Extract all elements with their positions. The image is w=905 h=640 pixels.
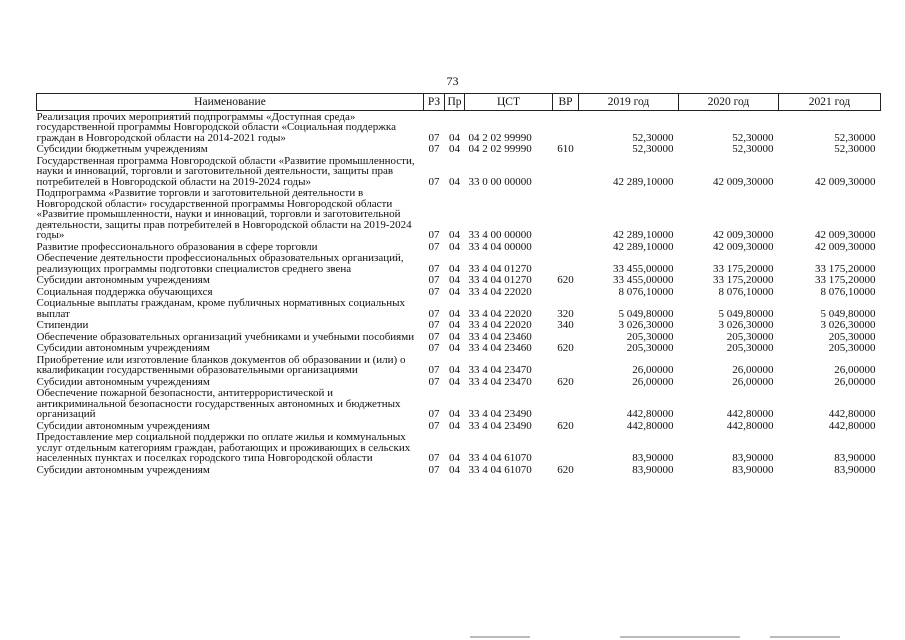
row-value-2019: 205,30000 — [626, 330, 674, 343]
row-value-2019: 26,00000 — [632, 375, 674, 388]
row-name: Обеспечение деятельности профессиональных образовательных организаций, реализующих программы подготовки специалистов среднего звена — [36, 252, 404, 275]
row-cst: 33 4 04 00000 — [468, 240, 532, 253]
table-row — [37, 388, 881, 421]
row-value-2021: 26,00000 — [834, 364, 876, 376]
row-value-2020: 83,90000 — [732, 452, 774, 464]
row-value-2020: 8 076,10000 — [718, 285, 774, 298]
table-row — [37, 144, 881, 156]
row-vr: 340 — [557, 319, 574, 331]
row-value-2020: 52,30000 — [732, 143, 774, 155]
table-row — [37, 298, 881, 320]
row-pr: 04 — [449, 419, 460, 432]
table-row — [37, 343, 881, 355]
row-value-2020: 42 009,30000 — [713, 240, 774, 253]
scan-artifact — [770, 636, 840, 638]
row-cst: 33 4 04 61070 — [468, 463, 532, 476]
row-rz: 07 — [428, 463, 440, 476]
row-name: Государственная программа Новгородской области «Развитие промышленности, науки и инноваций, торговли и заготовительной деятельности, защиты прав потребителей в Новгородской области на 2019-2024 годы» — [36, 154, 415, 188]
table-row — [37, 432, 881, 465]
table-row — [37, 155, 881, 188]
row-value-2019: 33 455,00000 — [613, 274, 674, 286]
row-value-2021: 42 009,30000 — [815, 240, 876, 253]
row-value-2020: 26,00000 — [732, 364, 774, 376]
row-rz: 07 — [428, 229, 440, 241]
row-value-2021: 26,00000 — [834, 375, 876, 388]
row-value-2020: 33 175,20000 — [713, 274, 774, 286]
budget-table — [36, 93, 881, 476]
row-value-2021: 83,90000 — [834, 463, 876, 476]
row-cst: 33 4 04 23490 — [468, 419, 532, 432]
row-vr: 620 — [557, 463, 574, 476]
row-pr: 04 — [449, 307, 460, 320]
header-2020: 2020 год — [679, 94, 779, 111]
row-cst: 33 4 04 23470 — [468, 375, 532, 388]
row-name: Социальные выплаты гражданам, кроме публичных нормативных социальных выплат — [36, 297, 405, 320]
row-pr: 04 — [449, 364, 460, 376]
row-rz: 07 — [428, 342, 440, 354]
row-value-2019: 33 455,00000 — [613, 262, 674, 275]
row-name: Развитие профессионального образования в сфере торговли — [36, 240, 318, 253]
row-vr — [553, 188, 579, 242]
row-cst: 33 0 00 00000 — [468, 175, 532, 188]
row-value-2021: 5 049,80000 — [820, 307, 876, 320]
row-vr: 610 — [557, 143, 574, 155]
row-value-2021: 33 175,20000 — [815, 274, 876, 286]
row-value-2019: 42 289,10000 — [613, 240, 674, 253]
row-rz: 07 — [428, 364, 440, 376]
row-name: Субсидии автономным учреждениям — [36, 419, 210, 432]
row-name: Предоставление мер социальной поддержки по оплате жилья и коммунальных услуг отдельным категориям граждан, работающих и проживающих в сельских населенных пунктах и поселках городского типа Новгородской области — [36, 431, 411, 464]
table-row — [37, 331, 881, 343]
row-value-2021: 33 175,20000 — [815, 262, 876, 275]
row-value-2021: 205,30000 — [828, 342, 876, 354]
row-cst: 33 4 04 01270 — [468, 274, 532, 286]
row-name: Субсидии автономным учреждениям — [36, 463, 210, 476]
row-vr — [553, 111, 579, 144]
row-rz: 07 — [428, 319, 440, 331]
row-value-2021: 442,80000 — [828, 408, 876, 420]
row-value-2020: 3 026,30000 — [718, 319, 774, 331]
row-value-2021: 83,90000 — [834, 452, 876, 464]
row-pr: 04 — [449, 131, 460, 144]
row-cst: 33 4 04 22020 — [468, 319, 532, 331]
row-value-2019: 83,90000 — [632, 452, 674, 464]
row-vr — [553, 388, 579, 421]
row-vr — [553, 354, 579, 376]
row-pr: 04 — [449, 408, 460, 420]
row-rz: 07 — [428, 375, 440, 388]
row-name: Обеспечение образовательных организаций учебниками и учебными пособиями — [36, 330, 415, 343]
header-rz: РЗ — [424, 94, 445, 111]
table-row — [37, 354, 881, 376]
row-pr: 04 — [449, 452, 460, 464]
row-rz: 07 — [428, 240, 440, 253]
row-pr: 04 — [449, 229, 460, 241]
row-value-2021: 42 009,30000 — [815, 175, 876, 188]
row-vr: 320 — [557, 307, 574, 320]
row-value-2020: 33 175,20000 — [713, 262, 774, 275]
row-cst: 33 4 04 22020 — [468, 285, 532, 298]
row-value-2019: 52,30000 — [632, 143, 674, 155]
row-value-2020: 205,30000 — [726, 330, 774, 343]
row-rz: 07 — [428, 452, 440, 464]
table-row — [37, 376, 881, 388]
row-pr: 04 — [449, 285, 460, 298]
row-value-2019: 5 049,80000 — [618, 307, 674, 320]
row-name: Подпрограмма «Развитие торговли и заготовительной деятельности в Новгородской области» государственной программы Новгородской области «Развитие промышленности, науки и инноваций, торговли и заготовительной деятельности, защиты прав потребителей в Новгородской области на 2019-2024 годы» — [36, 187, 412, 241]
row-rz: 07 — [428, 175, 440, 188]
row-name: Субсидии автономным учреждениям — [36, 274, 210, 286]
row-cst: 04 2 02 99990 — [468, 131, 532, 144]
header-pr: Пр — [445, 94, 465, 111]
row-cst: 33 4 04 61070 — [468, 452, 532, 464]
row-vr — [553, 253, 579, 275]
row-value-2019: 8 076,10000 — [618, 285, 674, 298]
row-value-2021: 8 076,10000 — [820, 285, 876, 298]
row-vr: 620 — [557, 274, 574, 286]
row-rz: 07 — [428, 143, 440, 155]
table-row — [37, 188, 881, 242]
table-row — [37, 253, 881, 275]
row-pr: 04 — [449, 330, 460, 343]
table-row — [37, 320, 881, 332]
row-pr: 04 — [449, 175, 460, 188]
row-value-2020: 83,90000 — [732, 463, 774, 476]
scan-artifact — [620, 636, 740, 638]
row-value-2020: 442,80000 — [726, 408, 774, 420]
row-value-2021: 3 026,30000 — [820, 319, 876, 331]
row-vr: 620 — [557, 375, 574, 388]
row-vr — [553, 155, 579, 188]
row-value-2020: 205,30000 — [726, 342, 774, 354]
row-cst: 04 2 02 99990 — [468, 143, 532, 155]
row-pr: 04 — [449, 342, 460, 354]
table-row — [37, 275, 881, 287]
row-value-2019: 205,30000 — [626, 342, 674, 354]
row-value-2021: 52,30000 — [834, 131, 876, 144]
row-value-2020: 442,80000 — [726, 419, 774, 432]
table-row — [37, 464, 881, 476]
row-vr — [553, 241, 579, 253]
table-row — [37, 286, 881, 298]
row-pr: 04 — [449, 262, 460, 275]
row-rz: 07 — [428, 274, 440, 286]
table-row — [37, 111, 881, 144]
row-value-2019: 442,80000 — [626, 408, 674, 420]
row-value-2020: 52,30000 — [732, 131, 774, 144]
header-2021: 2021 год — [779, 94, 881, 111]
page-number: 73 — [446, 74, 459, 88]
row-value-2019: 83,90000 — [632, 463, 674, 476]
row-value-2019: 442,80000 — [626, 419, 674, 432]
row-pr: 04 — [449, 463, 460, 476]
row-rz: 07 — [428, 262, 440, 275]
scan-artifact — [470, 636, 530, 638]
row-rz: 07 — [428, 419, 440, 432]
row-name: Субсидии автономным учреждениям — [36, 342, 210, 354]
row-value-2020: 26,00000 — [732, 375, 774, 388]
row-value-2021: 42 009,30000 — [815, 229, 876, 241]
row-rz: 07 — [428, 285, 440, 298]
row-vr: 620 — [557, 419, 574, 432]
row-value-2020: 5 049,80000 — [718, 307, 774, 320]
header-2019: 2019 год — [579, 94, 679, 111]
row-cst: 33 4 04 23460 — [468, 330, 532, 343]
row-pr: 04 — [449, 319, 460, 331]
row-name: Субсидии бюджетным учреждениям — [36, 143, 208, 155]
header-name: Наименование — [37, 94, 424, 111]
row-value-2019: 52,30000 — [632, 131, 674, 144]
table-row — [37, 420, 881, 432]
row-name: Социальная поддержка обучающихся — [36, 285, 213, 298]
row-pr: 04 — [449, 240, 460, 253]
row-name: Субсидии автономным учреждениям — [36, 375, 210, 388]
row-vr — [553, 331, 579, 343]
row-value-2021: 52,30000 — [834, 143, 876, 155]
row-vr — [553, 432, 579, 465]
row-vr — [553, 286, 579, 298]
row-rz: 07 — [428, 408, 440, 420]
row-value-2021: 442,80000 — [828, 419, 876, 432]
row-cst: 33 4 04 01270 — [468, 262, 532, 275]
row-name: Обеспечение пожарной безопасности, антитеррористической и антикриминальной безопасности государственных автономных и бюджетных организаций — [36, 387, 401, 420]
row-vr: 620 — [557, 342, 574, 354]
row-pr: 04 — [449, 274, 460, 286]
row-name: Реализация прочих мероприятий подпрограммы «Доступная среда» государственной программы Новгородской области «Социальная поддержка граждан в Новгородской области на 2014-2021 годы» — [36, 110, 396, 144]
row-value-2021: 205,30000 — [828, 330, 876, 343]
row-pr: 04 — [449, 375, 460, 388]
row-value-2019: 42 289,10000 — [613, 175, 674, 188]
row-name: Приобретение или изготовление бланков документов об образовании и (или) о квалификации государственными образовательными организациями — [36, 353, 406, 376]
row-value-2020: 42 009,30000 — [713, 175, 774, 188]
row-rz: 07 — [428, 307, 440, 320]
table-row — [37, 241, 881, 253]
row-rz: 07 — [428, 131, 440, 144]
table-body — [37, 111, 881, 476]
row-cst: 33 4 04 23470 — [468, 364, 532, 376]
row-name: Стипендии — [36, 319, 89, 331]
row-cst: 33 4 00 00000 — [468, 229, 532, 241]
row-value-2019: 26,00000 — [632, 364, 674, 376]
row-cst: 33 4 04 22020 — [468, 307, 532, 320]
row-value-2019: 3 026,30000 — [618, 319, 674, 331]
header-vr: ВР — [553, 94, 579, 111]
header-cst: ЦСТ — [465, 94, 553, 111]
row-value-2020: 42 009,30000 — [713, 229, 774, 241]
row-rz: 07 — [428, 330, 440, 343]
row-cst: 33 4 04 23460 — [468, 342, 532, 354]
row-cst: 33 4 04 23490 — [468, 408, 532, 420]
row-value-2019: 42 289,10000 — [613, 229, 674, 241]
table-header-row — [37, 94, 881, 111]
row-pr: 04 — [449, 143, 460, 155]
